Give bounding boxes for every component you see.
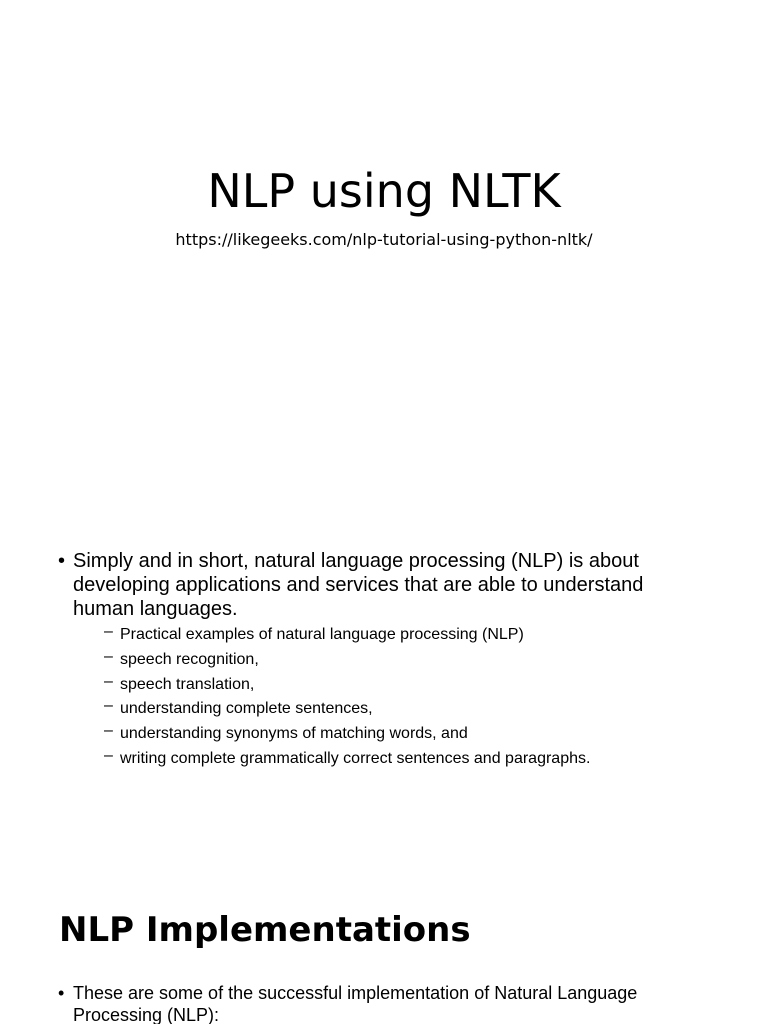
sub-bullet-list [73,623,698,772]
slide-nlp-intro [0,530,768,890]
sub-bullet-item [73,722,698,747]
slide-subtitle-url: https://likegeeks.com/nlp-tutorial-using-python-nltk/ [175,230,593,249]
dash-icon: – [104,647,113,665]
sub-bullet-text: understanding synonyms of matching words, and [120,725,468,743]
dash-icon: – [104,623,113,640]
sub-bullet-item [73,623,698,648]
slide-nlp-implementations [0,890,768,1024]
bullet-item [58,982,698,1024]
sub-bullet-item [73,747,698,772]
sub-bullet-text: understanding complete sentences, [120,700,373,718]
bullet-list [58,549,698,772]
bullet-text: These are some of the successful implementation of Natural Language Processing (NLP): [73,983,638,1024]
sub-bullet-text: Practical examples of natural language processing (NLP) [120,626,524,643]
sub-bullet-text: speech translation, [120,675,255,693]
bullet-icon: • [58,983,65,1003]
sub-bullet-item [73,648,698,673]
bullet-icon: • [58,550,66,572]
sub-bullet-item [73,673,698,698]
sub-bullet-text: speech recognition, [120,650,259,668]
dash-icon: – [104,697,113,715]
slide-title-heading: NLP using NLTK [207,164,561,218]
bullet-text: Simply and in short, natural language processing (NLP) is about developing applications and services that are able to understand human languages. [73,550,644,620]
bullet-list [58,982,698,1024]
bullet-item [58,549,698,772]
slide-heading: NLP Implementations [59,910,471,950]
sub-bullet-text: writing complete grammatically correct sentences and paragraphs. [120,749,591,767]
dash-icon: – [104,722,113,740]
dash-icon: – [104,672,113,690]
sub-bullet-item [73,697,698,722]
dash-icon: – [104,746,113,764]
